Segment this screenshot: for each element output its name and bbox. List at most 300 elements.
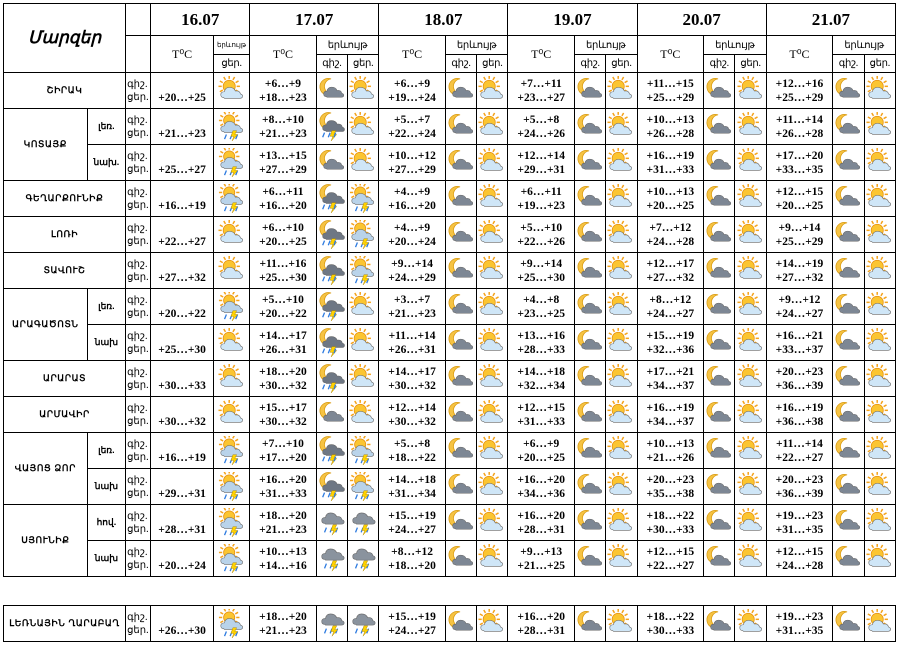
- night-temp: +16…+20: [517, 610, 565, 623]
- temperature-cell: [508, 253, 575, 289]
- region-name: ԼՈՌԻ: [4, 217, 126, 253]
- sun-cloud-icon: [606, 253, 637, 289]
- moon-cloud-icon: [445, 109, 476, 145]
- day-temp: +20…+25: [517, 451, 565, 464]
- night-day-label: [126, 433, 151, 469]
- temperature-cell: [766, 505, 833, 541]
- night-temp: [151, 113, 213, 127]
- moon-cloud-icon: [704, 469, 735, 505]
- moon-cloud-icon: [704, 253, 735, 289]
- moon-cloud-icon: [704, 397, 735, 433]
- temperature-cell: [508, 217, 575, 253]
- subregion-label: լեռ.: [87, 433, 125, 469]
- sun-cloud-icon: [348, 397, 379, 433]
- temperature-cell: [151, 289, 214, 325]
- day-temp: +31…+35: [775, 523, 824, 536]
- night-day-label: [126, 325, 151, 361]
- night-temp: +16…+19: [646, 401, 695, 414]
- moon-cloud-icon: [445, 325, 476, 361]
- table-row: [4, 505, 896, 541]
- sun-cloud-icon: [864, 145, 896, 181]
- sun-cloud-icon: [213, 217, 249, 253]
- night-temp: +5…+8: [523, 113, 560, 126]
- moon-cloud-icon: [445, 505, 476, 541]
- temperature-cell: [379, 181, 446, 217]
- sun-cloud-icon: [864, 73, 896, 109]
- region-name: ԱՐԱԳԱԾՈՏՆ: [4, 289, 88, 361]
- sun-cloud-icon: [606, 289, 637, 325]
- day-temp: +25…+30: [158, 343, 206, 356]
- moon-cloud-icon: [833, 433, 864, 469]
- subregion-label: նախ: [87, 541, 125, 577]
- sun-storm-icon: [348, 217, 379, 253]
- cloud-rain-icon: [348, 541, 379, 577]
- day-header: ցեր.: [477, 55, 508, 73]
- date-header-5: 20.07: [637, 4, 766, 36]
- sun-cloud-icon: [477, 253, 508, 289]
- table-row: [4, 217, 896, 253]
- day-temp: +24…+27: [388, 523, 436, 536]
- sun-cloud-icon: [606, 181, 637, 217]
- moon-storm-icon: [316, 289, 347, 325]
- sun-cloud-icon: [477, 109, 508, 145]
- temperature-cell: [151, 217, 214, 253]
- temp-header: T⁰C: [508, 36, 575, 73]
- day-temp: +20…+25: [158, 91, 206, 104]
- night-temp: +9…+14: [391, 257, 433, 270]
- moon-cloud-icon: [833, 505, 864, 541]
- moon-cloud-icon: [574, 433, 605, 469]
- sun-cloud-icon: [477, 469, 508, 505]
- moon-cloud-icon: [445, 253, 476, 289]
- night-temp: +5…+7: [394, 113, 431, 126]
- sun-cloud-icon: [864, 361, 896, 397]
- night-temp: [151, 185, 213, 199]
- region-name: ԿՈՏԱՅՔ: [4, 109, 88, 181]
- temperature-cell: [637, 325, 704, 361]
- sun-cloud-icon: [864, 289, 896, 325]
- sun-cloud-icon: [477, 145, 508, 181]
- day-label: ցեր.: [127, 624, 149, 636]
- day-temp: +21…+25: [517, 559, 565, 572]
- day-temp: +30…+33: [646, 624, 695, 637]
- night-temp: [151, 437, 213, 451]
- day-temp: +31…+33: [517, 415, 565, 428]
- sun-cloud-icon: [864, 181, 896, 217]
- night-temp: +10…+13: [259, 545, 307, 558]
- night-temp: +3…+7: [394, 293, 431, 306]
- subregion-label: նախ: [87, 325, 125, 361]
- day-label: ցեր.: [127, 163, 149, 175]
- sun-cloud-icon: [477, 397, 508, 433]
- night-temp: +12…+15: [775, 185, 824, 198]
- night-label: գիշ.: [127, 114, 148, 126]
- sun-cloud-icon: [606, 325, 637, 361]
- temperature-cell: [766, 73, 833, 109]
- weather-header: երևույթ: [316, 36, 379, 55]
- sun-storm-icon: [213, 109, 249, 145]
- night-temp: +10…+12: [388, 149, 436, 162]
- night-temp: +18…+20: [259, 610, 307, 623]
- day-temp: +18…+22: [388, 451, 436, 464]
- temperature-cell: [766, 181, 833, 217]
- moon-cloud-icon: [704, 217, 735, 253]
- table-row: [4, 289, 896, 325]
- night-temp: [151, 77, 213, 91]
- sun-cloud-icon: [213, 361, 249, 397]
- night-temp: +9…+12: [778, 293, 821, 306]
- night-temp: +5…+10: [262, 293, 304, 306]
- moon-storm-icon: [316, 433, 347, 469]
- day-temp: +31…+33: [259, 487, 307, 500]
- table-row: [4, 109, 896, 145]
- night-temp: +10…+13: [646, 113, 695, 126]
- night-day-label: [126, 397, 151, 433]
- day-temp: +25…+30: [259, 271, 307, 284]
- subregion-label: նախ: [87, 469, 125, 505]
- night-temp: +10…+13: [646, 185, 695, 198]
- night-header: գիշ.: [574, 55, 605, 73]
- night-temp: +11…+14: [388, 329, 436, 342]
- sun-cloud-icon: [606, 397, 637, 433]
- temp-header: T⁰C: [637, 36, 704, 73]
- sun-cloud-icon: [864, 606, 895, 642]
- temperature-cell: [508, 181, 575, 217]
- day-header: ցեր.: [864, 55, 896, 73]
- moon-cloud-icon: [574, 361, 605, 397]
- temperature-cell: [379, 145, 446, 181]
- night-header: գիշ.: [316, 55, 347, 73]
- day-temp: +29…+31: [158, 487, 206, 500]
- day-temp: +24…+26: [517, 127, 565, 140]
- day-header: ցեր.: [213, 55, 249, 73]
- sun-cloud-icon: [348, 145, 379, 181]
- sun-storm-icon: [213, 505, 249, 541]
- sun-storm-icon: [348, 469, 379, 505]
- sun-storm-icon: [348, 433, 379, 469]
- night-temp: +4…+9: [394, 221, 431, 234]
- moon-cloud-icon: [575, 606, 606, 642]
- night-temp: +15…+19: [388, 610, 436, 623]
- day-temp: +23…+27: [517, 91, 565, 104]
- day-temp: +20…+24: [158, 559, 206, 572]
- temperature-cell: [508, 145, 575, 181]
- day-temp: +21…+23: [259, 523, 307, 536]
- night-label: գիշ.: [127, 474, 148, 486]
- temperature-cell: [250, 469, 317, 505]
- night-day-label: [126, 289, 151, 325]
- night-header: գիշ.: [833, 55, 864, 73]
- night-label: գիշ.: [127, 438, 148, 450]
- day-temp: +36…+39: [775, 379, 824, 392]
- sun-cloud-icon: [735, 433, 766, 469]
- day-temp: +22…+27: [646, 559, 695, 572]
- moon-cloud-icon: [445, 217, 476, 253]
- temperature-cell: [508, 433, 575, 469]
- sun-cloud-icon: [606, 541, 637, 577]
- temperature-cell: [379, 253, 446, 289]
- temperature-cell: [766, 469, 833, 505]
- region-name: ԱՐԱՐԱՏ: [4, 361, 126, 397]
- temp-header: T⁰C: [766, 36, 833, 73]
- night-temp: +14…+19: [775, 257, 824, 270]
- night-temp: +9…+14: [520, 257, 563, 270]
- night-label: գիշ.: [127, 510, 148, 522]
- temperature-cell: [151, 361, 214, 397]
- moon-cloud-icon: [704, 541, 735, 577]
- moon-cloud-icon: [445, 145, 476, 181]
- temp-header: T⁰C: [379, 36, 446, 73]
- day-temp: +27…+32: [646, 271, 695, 284]
- sun-storm-icon: [213, 145, 249, 181]
- night-temp: [151, 473, 213, 487]
- temperature-cell: [508, 469, 575, 505]
- weather-header: երևույթ: [704, 36, 767, 55]
- day-temp: +25…+30: [517, 271, 565, 284]
- night-temp: [151, 509, 213, 523]
- day-temp: +18…+20: [388, 559, 436, 572]
- moon-cloud-icon: [704, 181, 735, 217]
- moon-cloud-icon: [704, 361, 735, 397]
- moon-cloud-icon: [574, 217, 605, 253]
- day-temp: +27…+32: [775, 271, 824, 284]
- moon-cloud-icon: [704, 325, 735, 361]
- sun-cloud-icon: [735, 181, 766, 217]
- day-label: ցեր.: [127, 559, 149, 571]
- moon-cloud-icon: [833, 361, 864, 397]
- temperature-cell: [508, 361, 575, 397]
- weather-header: երևույթ: [445, 36, 508, 55]
- temperature-cell: [250, 289, 317, 325]
- moon-cloud-icon: [316, 397, 347, 433]
- night-temp: +7…+10: [262, 437, 304, 450]
- moon-cloud-icon: [833, 606, 864, 642]
- day-temp: +34…+37: [646, 415, 695, 428]
- sun-cloud-icon: [213, 253, 249, 289]
- sun-cloud-icon: [735, 361, 766, 397]
- day-temp: +21…+23: [158, 127, 206, 140]
- night-day-label: [126, 505, 151, 541]
- day-temp: +20…+25: [646, 199, 695, 212]
- temperature-cell: [379, 109, 446, 145]
- moon-storm-icon: [316, 325, 347, 361]
- night-temp: [151, 257, 213, 271]
- day-temp: +32…+36: [646, 343, 695, 356]
- table-row: [4, 325, 896, 361]
- day-label: ցեր.: [127, 523, 149, 535]
- region-name: ՍՅՈՒՆԻՔ: [4, 505, 88, 577]
- moon-cloud-icon: [574, 181, 605, 217]
- day-temp: +20…+25: [259, 235, 307, 248]
- temperature-cell: [508, 541, 575, 577]
- night-temp: +14…+17: [388, 365, 436, 378]
- day-temp: +30…+33: [158, 379, 206, 392]
- day-temp: +30…+33: [646, 523, 695, 536]
- sun-cloud-icon: [213, 73, 249, 109]
- region-name: ԼԵՌՆԱՅԻՆ ՂԱՐԱԲԱՂ: [4, 606, 126, 642]
- sun-cloud-icon: [606, 217, 637, 253]
- night-temp: +8…+12: [391, 545, 433, 558]
- temperature-cell: [637, 181, 704, 217]
- regions-header: Մարզեր: [4, 4, 126, 73]
- temperature-cell: [250, 325, 317, 361]
- temperature-cell: [250, 505, 317, 541]
- night-temp: +14…+17: [259, 329, 307, 342]
- table-row: [4, 361, 896, 397]
- temperature-cell: [250, 606, 317, 642]
- temperature-cell: [508, 289, 575, 325]
- day-temp: +20…+22: [259, 307, 307, 320]
- sun-storm-icon: [213, 181, 249, 217]
- sun-storm-icon: [213, 541, 249, 577]
- night-temp: +6…+10: [262, 221, 304, 234]
- sun-cloud-icon: [606, 145, 637, 181]
- day-temp: +14…+16: [259, 559, 307, 572]
- night-day-label: [126, 541, 151, 577]
- karabakh-table: [3, 605, 896, 642]
- day-temp: +20…+22: [158, 307, 206, 320]
- day-temp: +34…+37: [646, 379, 695, 392]
- sun-cloud-icon: [606, 73, 637, 109]
- temperature-cell: [379, 73, 446, 109]
- temperature-cell: [151, 109, 214, 145]
- temperature-cell: [250, 433, 317, 469]
- moon-cloud-icon: [704, 73, 735, 109]
- moon-storm-icon: [316, 469, 347, 505]
- day-header: ցեր.: [735, 55, 766, 73]
- sun-cloud-icon: [477, 73, 508, 109]
- night-temp: +11…+14: [775, 113, 823, 126]
- table-row: [4, 606, 896, 642]
- sun-cloud-icon: [477, 541, 508, 577]
- sun-cloud-icon: [735, 397, 766, 433]
- day-temp: +16…+20: [388, 199, 436, 212]
- night-day-label: [126, 109, 151, 145]
- day-temp: +21…+26: [646, 451, 695, 464]
- temperature-cell: [637, 253, 704, 289]
- day-temp: +24…+27: [775, 307, 824, 320]
- temperature-cell: [766, 109, 833, 145]
- temperature-cell: [250, 253, 317, 289]
- sun-storm-icon: [213, 469, 249, 505]
- day-temp: +35…+38: [646, 487, 695, 500]
- temperature-cell: [379, 606, 446, 642]
- sun-cloud-icon: [477, 505, 508, 541]
- subregion-label: հով.: [87, 505, 125, 541]
- moon-cloud-icon: [574, 289, 605, 325]
- day-temp: +19…+23: [517, 199, 565, 212]
- day-temp: +28…+31: [517, 624, 565, 637]
- night-temp: +11…+16: [259, 257, 307, 270]
- moon-cloud-icon: [316, 73, 347, 109]
- header-blank: [126, 36, 151, 73]
- temperature-cell: [637, 361, 704, 397]
- night-temp: +8…+12: [649, 293, 692, 306]
- sun-cloud-icon: [606, 469, 637, 505]
- sun-cloud-icon: [864, 397, 896, 433]
- temperature-cell: [637, 606, 704, 642]
- night-temp: [151, 545, 213, 559]
- temperature-cell: [379, 541, 446, 577]
- sun-cloud-icon: [477, 433, 508, 469]
- night-temp: +20…+23: [775, 473, 824, 486]
- temperature-cell: [508, 325, 575, 361]
- temperature-cell: [151, 433, 214, 469]
- temperature-cell: [151, 397, 214, 433]
- temperature-cell: [766, 397, 833, 433]
- cloud-rain-icon: [348, 606, 379, 642]
- day-temp: +33…+37: [775, 343, 824, 356]
- day-temp: +26…+31: [388, 343, 436, 356]
- temperature-cell: [151, 145, 214, 181]
- day-temp: +22…+27: [775, 451, 824, 464]
- temperature-cell: [766, 217, 833, 253]
- night-temp: +8…+10: [262, 113, 304, 126]
- day-temp: +24…+28: [646, 235, 695, 248]
- night-temp: +5…+10: [520, 221, 563, 234]
- temperature-cell: [151, 325, 214, 361]
- night-temp: +16…+20: [517, 473, 565, 486]
- day-temp: +19…+24: [388, 91, 436, 104]
- moon-storm-icon: [316, 217, 347, 253]
- sun-cloud-icon: [735, 253, 766, 289]
- night-temp: +12…+14: [388, 401, 436, 414]
- sun-cloud-icon: [477, 361, 508, 397]
- region-name: ԳԵՂԱՐՔՈՒՆԻՔ: [4, 181, 126, 217]
- night-temp: +19…+23: [775, 610, 824, 623]
- sun-cloud-icon: [477, 289, 508, 325]
- night-temp: [151, 329, 213, 343]
- night-temp: +9…+13: [520, 545, 563, 558]
- night-temp: +16…+20: [517, 509, 565, 522]
- moon-cloud-icon: [833, 469, 864, 505]
- sun-cloud-icon: [348, 361, 379, 397]
- day-temp: +34…+36: [517, 487, 565, 500]
- night-temp: +12…+14: [517, 149, 565, 162]
- cloud-rain-icon: [316, 505, 347, 541]
- night-day-label: [126, 361, 151, 397]
- moon-cloud-icon: [445, 469, 476, 505]
- moon-cloud-icon: [833, 253, 864, 289]
- night-temp: +10…+13: [646, 437, 695, 450]
- table-row: [4, 541, 896, 577]
- night-temp: +12…+16: [775, 77, 824, 90]
- day-temp: +16…+20: [259, 199, 307, 212]
- sun-cloud-icon: [477, 181, 508, 217]
- night-label: գիշ.: [127, 546, 148, 558]
- day-label: ցեր.: [127, 271, 149, 283]
- night-temp: +6…+9: [394, 77, 431, 90]
- night-temp: +7…+11: [520, 77, 562, 90]
- moon-cloud-icon: [833, 217, 864, 253]
- day-temp: +17…+20: [259, 451, 307, 464]
- temperature-cell: [637, 469, 704, 505]
- weather-header: երևույթ: [833, 36, 896, 55]
- temp-header: T⁰C: [151, 36, 214, 73]
- moon-cloud-icon: [704, 145, 735, 181]
- temperature-cell: [508, 109, 575, 145]
- region-name: ՏԱՎՈՒՇ: [4, 253, 126, 289]
- moon-cloud-icon: [445, 606, 476, 642]
- temperature-cell: [250, 397, 317, 433]
- sun-cloud-icon: [864, 505, 896, 541]
- cloud-rain-icon: [316, 541, 347, 577]
- night-temp: +18…+20: [259, 509, 307, 522]
- moon-storm-icon: [316, 361, 347, 397]
- moon-cloud-icon: [574, 325, 605, 361]
- temperature-cell: [637, 541, 704, 577]
- day-temp: +21…+23: [259, 624, 307, 637]
